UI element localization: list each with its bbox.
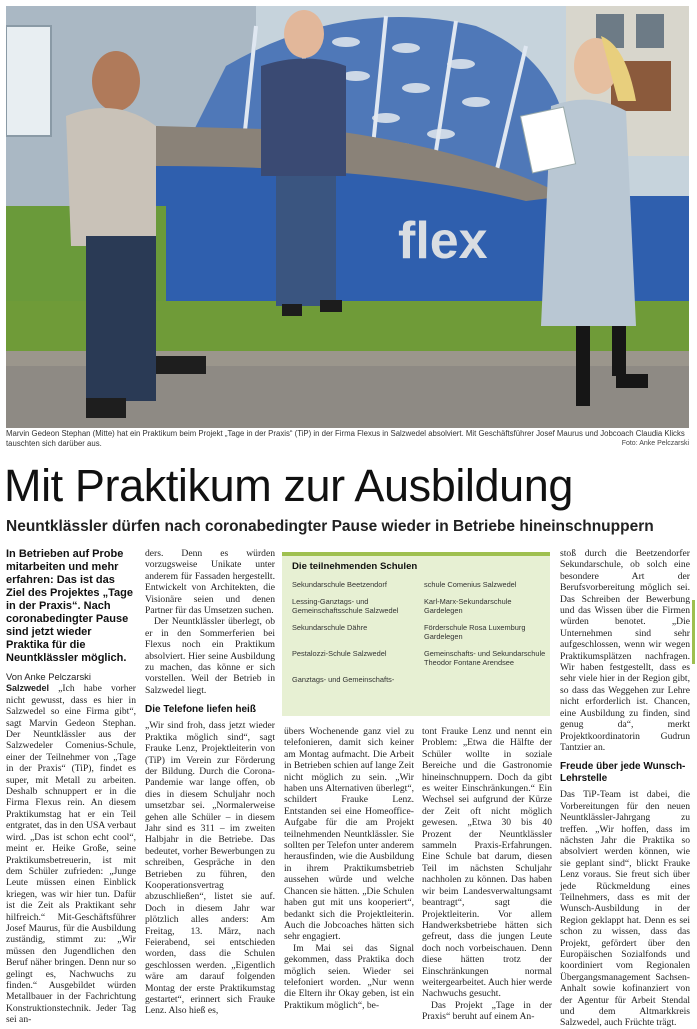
article-column-3	[284, 726, 414, 1011]
school-item: Ganztags- und Gemeinschafts-	[292, 675, 395, 684]
school-item: Sekundarschule Dähre	[292, 623, 368, 632]
column-1-text: „Ich habe vorher nicht gewusst, dass es hier in Salzwedel so eine Firma gibt“, sagt Marvin Gedeon Stephan. Der Neuntklässler aus der Salzwedeler Comenius-Schule, einer der Teilnehmer von „Tage in der Praxis“ (TiP), findet es super, mit Metall zu arbeiten. Deshalb schnuppert er in die Firma Flexus rein. An diesem Praktikumstag hat er ein Teil entgratet, das in den USA verbaut wird. „Das ist schon echt cool“, meint er. Heike Große, seine Praktikumsbetreuerin, ist mit dem Schüler zufrieden: „Junge Leute müssen einen Einblick kriegen, was wir hier tun. Dafür ist die Zeit als Praktikant sehr hilfreich.“ Mit-Geschäftsführer Josef Maurus, für die Ausbildung zuständig, stimmt zu: „Wir müssen den Jugendlichen den Beruf näher bringen. Denn nur so gelingt es, Nachwuchs zu finden.“ Ausgebildet würden Metallbauer in der Fachrichtung Konstruktionstechnik. Jeder Tag sei an-	[6, 683, 136, 1026]
column-5-text-a: stoß durch die Beetzendorfer Sekundarschule, ob solch eine besondere Art der Berufsvorbereitung möglich sei. Das Schreiben der Bewerbung und das Wissen über die Firmen würden benotet. „Die Unternehmen sind sehr aufgeschlossen, wenn wir wegen Praktikumsplätzen nachfragen. Wir haben festgestellt, dass es sehr viele hier in der Region gibt, so dass das Weggehen zur Lehre nicht erforderlich ist. Chancen, eine Ausbildung zu finden, sind genug da“, merkt Projektkoordinatorin Gudrun Tantzier an.	[560, 548, 690, 753]
subhead-wunsch-lehrstelle: Freude über jede Wunsch-Lehrstelle	[560, 761, 686, 785]
school-item	[424, 675, 546, 684]
article-column-5	[560, 548, 690, 1029]
accent-rule	[692, 600, 695, 664]
schools-box-title: Die teilnehmenden Schulen	[292, 561, 418, 572]
school-item: schule Comenius Salzwedel	[424, 580, 517, 589]
school-item: Gemeinschafts- und Sekundarschule Theodor Fontane Arendsee	[424, 649, 546, 667]
column-3-text-b: Im Mai sei das Signal gekommen, dass Praktika doch möglich seien. Wieder sei telefoniert worden. „Nur wenn die Eltern ihr Okay geben, ist ein Praktikum möglich“, be-	[284, 942, 414, 1011]
school-item: Sekundarschule Beetzendorf	[292, 580, 387, 589]
article-byline: Von Anke Pelczarski	[6, 671, 91, 682]
article-column-4	[422, 726, 552, 1023]
photo-caption	[6, 429, 689, 449]
subhead-telefone: Die Telefone liefen heiß	[145, 704, 256, 716]
article-headline: Mit Praktikum zur Ausbildung	[4, 460, 574, 511]
article-lead: In Betrieben auf Probe mitarbeiten und mehr erfahren: Das ist das Ziel des Projektes „Tage in der Praxis“. Nach coronabedingter Pause sind jetzt wieder Praktika für die Neuntklässler möglich.	[6, 548, 133, 664]
photo-illustration	[6, 6, 689, 428]
article-column-2	[145, 548, 275, 1017]
schools-list	[292, 580, 546, 692]
school-item: Förderschule Rosa Luxemburg Gardelegen	[424, 623, 526, 641]
column-2-text-c: „Wir sind froh, dass jetzt wieder Praktika möglich sind“, sagt Frauke Lenz, Projektleiterin von (TiP) im Verein zur Förderung der Bildung. Durch die Corona-Pandemie war lange offen, ob dies in diesem Schuljahr noch umsetzbar sei. „Normalerweise gehen alle Schüler – in diesem Jahr sind es 311 – im zweiten Halbjahr in die Betriebe. Das bedeutet, vorher Bewerbungen zu schreiben, Gespräche in den Betrieben zu führen, den Kooperationsvertrag abzuschließen“, listet sie auf. Doch in diesem Jahr war plötzlich alles anders: Am Freitag, 13. März, nach Feierabend, sei entschieden worden, dass die Schulen geschlossen werden. „Eigentlich wäre am darauf folgenden Montag der erste Praktikumstag gestartet“, erinnert sich Frauke Lenz. Also hieß es,	[145, 720, 275, 1017]
column-3-text-a: übers Wochenende ganz viel zu telefonieren, damit sich keiner am Montag aufmacht. Die Arbeit in Betrieben schien auf lange Zeit nicht möglich zu sein. „Wir haben uns Alternativen überlegt“, schildert Frauke Lenz. Entstanden sei eine Homeoffice-Aufgabe für die am Projekt teilnehmenden Neuntklässler. Sie sollten per Telefon unter anderem herausfinden, wie die Ausbildung in ihrem Praktikumsbetrieb aussehen würde und welche Chancen sie hätten. „Die Schulen haben gut mit uns kooperiert“, bedankt sich die Projektleiterin. Auch die Jobcoaches hätten sich sehr engagiert.	[284, 726, 414, 943]
schools-box	[282, 552, 550, 716]
column-2-text-b: Der Neuntklässler überlegt, ob er in den Sommerferien bei Flexus noch ein Praktikum absolviert. Hier seine Ausbildung zu machen, das könne er sich vorstellen. Weil der Betrieb in Salzwedel liegt.	[145, 616, 275, 696]
column-4-text-a: tont Frauke Lenz und nennt ein Problem: „Etwa die Hälfte der Schüler wollte in soziale Bereiche und die Gastronomie hineinschnuppern. Doch da gibt es weiter Einschränkungen.“ Ein Wechsel sei aufgrund der Kürze der Zeit oft nicht möglich gewesen. „Etwa 30 bis 40 Prozent der Neuntklässler sammeln Praxis-Erfahrungen. Eine Schule bat darum, diesen Teil im nächsten Schuljahr nachholen zu können. Das haben wir beim Landesverwaltungsamt beantragt“, sagt die Projektleiterin. Vor allem Handwerksbetriebe hätten sich gefreut, dass die jungen Leute doch noch vorbeischauen. Denn diese hätten trotz der Einschränkungen normal weitergearbeitet. Auch hier werde Nachwuchs gesucht.	[422, 726, 552, 1000]
article-subheadline: Neuntklässler dürfen nach coronabedingter Pause wieder in Betriebe hineinschnuppern	[6, 518, 654, 535]
photo-credit: Foto: Anke Pelczarski	[621, 440, 689, 447]
caption-text: Marvin Gedeon Stephan (Mitte) hat ein Praktikum beim Projekt „Tage in der Praxis“ (TiP) in der Firma Flexus in Salzwedel absolviert. Mit Geschäftsführer Josef Maurus und Jobcoach Claudia Klicks tauschten sich darüber aus.	[6, 429, 685, 448]
column-4-text-b: Das Projekt „Tage in der Praxis“ beruht auf einem An-	[422, 999, 552, 1023]
article-column-1	[6, 548, 136, 1026]
column-2-text-a: ders. Denn es würden vorzugsweise Unikate unter anderem für Fassaden hergestellt. Entwickelt von Architekten, die Visionäre seien und denen Partner für das Umsetzen suchen.	[145, 548, 275, 617]
column-5-text-b: Das TiP-Team ist dabei, die Vorbereitungen für den neuen Neuntklässler-Jahrgang zu treffen. „Wir hoffen, dass im nächsten Jahr die Praktika so absolviert werden können, wie sie geplant sind“, blickt Frauke Lenz voraus. Sie freut sich über jede Rückmeldung eines Teilnehmers, dass es mit der Wunsch-Ausbildung in der Region geklappt hat. Denn es sei schon zu wissen, dass das Projekt, gefördert über den Europäischen Sozialfonds und koordiniert vom Regionalen Übergangsmanagement Sachsen-Anhalt sowie kofinanziert von der Agentur für Arbeit Stendal und dem Altmarkkreis Salzwedel, auch Früchte trägt.	[560, 789, 690, 1029]
article-dateline: Salzwedel	[6, 683, 50, 694]
sign-logo: flex	[398, 212, 488, 270]
article-photo	[6, 6, 689, 428]
school-item: Lessing-Ganztags- und Gemeinschaftsschule Salzwedel	[292, 597, 399, 615]
school-item: Pestalozzi-Schule Salzwedel	[292, 649, 387, 658]
school-item: Karl-Marx-Sekundarschule Gardelegen	[424, 597, 512, 615]
